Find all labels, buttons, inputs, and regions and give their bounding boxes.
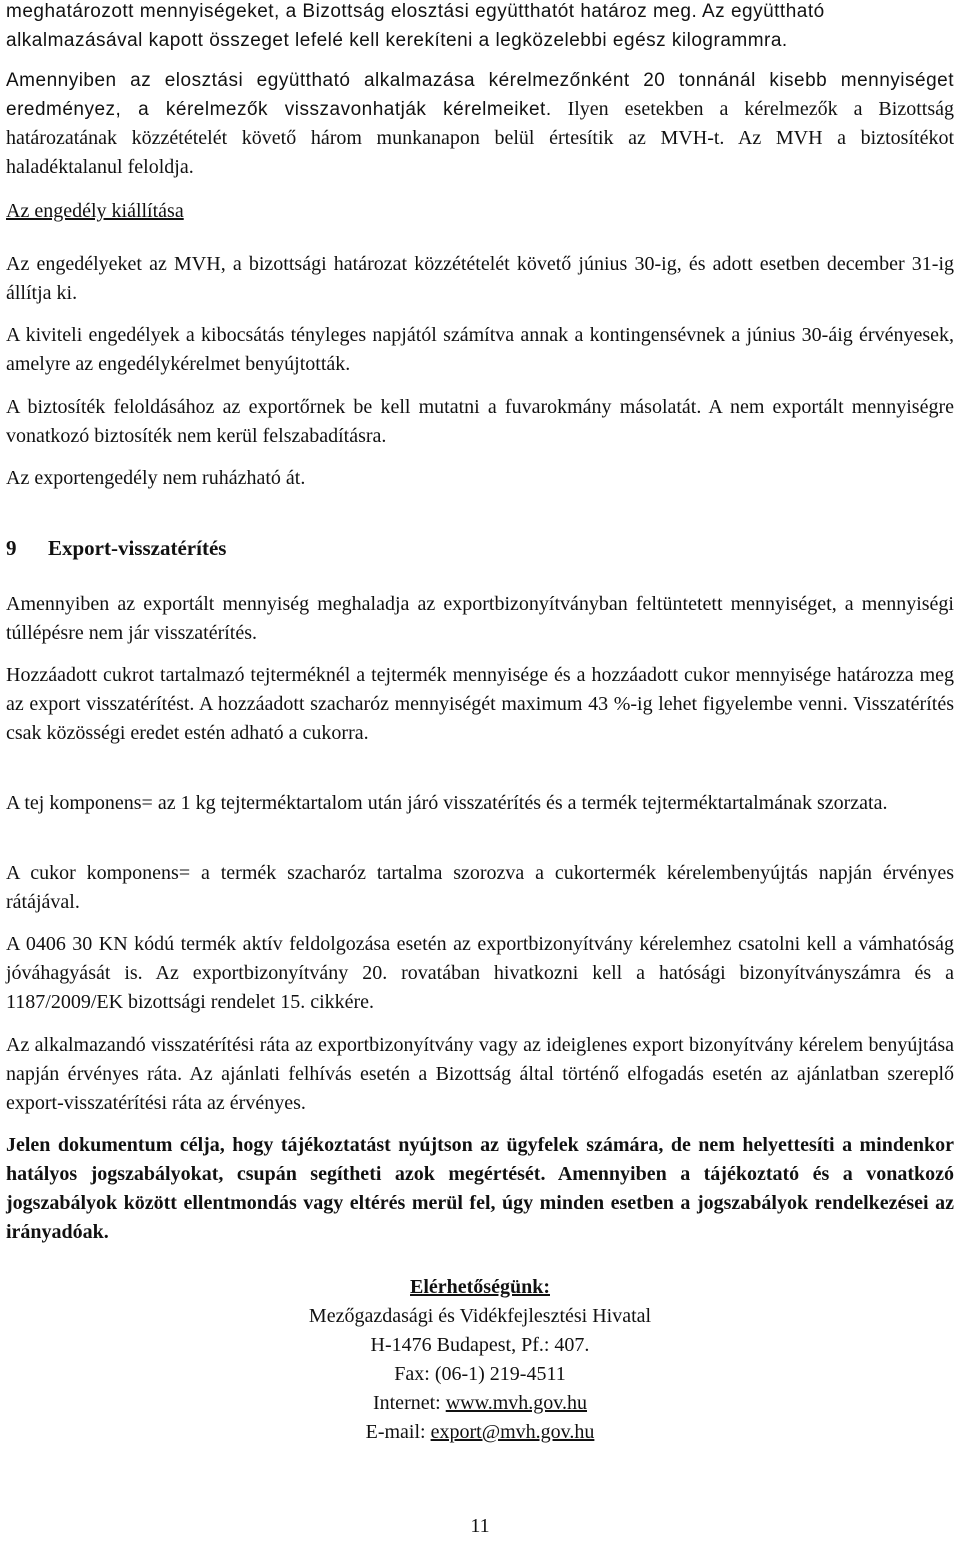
contact-address: H-1476 Budapest, Pf.: 407.: [370, 1334, 590, 1356]
section9-paragraph-1: Amennyiben az exportált mennyiség meghaladja az exportbizonyítványban feltüntetett mennyiséget, a mennyiségi túllépésre nem jár visszatérítés.: [6, 593, 954, 644]
disclaimer: Jelen dokumentum célja, hogy tájékoztatást nyújtson az ügyfelek számára, de nem helyettesíti a mindenkor hatályos jogszabályokat, csupán segítheti azok megértését. Amennyiben a tájékoztató és a vonatkozó jogszabályok között ellentmondás vagy eltérés merül fel, úgy minden esetben a jogszabályok rendelkezései az irányadóak.: [6, 1134, 954, 1243]
section9-paragraph-3: A tej komponens= az 1 kg tejterméktartalom után járó visszatérítés és a termék tejterméktartalmának szorzata.: [6, 792, 888, 814]
section9-paragraph-6: Az alkalmazandó visszatérítési ráta az exportbizonyítvány vagy az ideiglenes export bizonyítvány kérelem benyújtása napján érvényes ráta. Az ajánlati felhívás esetén a Bizottság által történő elfogadás esetén az ajánlatban szereplő export-visszatérítési ráta az érvényes.: [6, 1034, 954, 1114]
section-number: 9: [6, 536, 17, 560]
contact-email: [6, 1418, 954, 1447]
contact-fax: Fax: (06-1) 219-4511: [394, 1363, 566, 1385]
engedely-paragraph-3: A biztosíték feloldásához az exportőrnek be kell mutatni a fuvarokmány másolatát. A nem exportált mennyiségre vonatkozó biztosíték nem kerül felszabadításra.: [6, 396, 954, 447]
section9-paragraph-5: A 0406 30 KN kódú termék aktív feldolgozása esetén az exportbizonyítvány kérelemhez csatolni kell a vámhatóság jóváhagyását is. Az exportbizonyítvány 20. rovatában hivatkozni kell a hatósági bizonyítványszámra és a 1187/2009/EK bizottsági rendelet 15. cikkére.: [6, 933, 954, 1013]
intro-p2-serif: Ilyen esetekben a kérelmezők a Bizottság határozatának közzétételét követő három munkanapon belül értesítik az MVH-t. Az MVH a biztosítékot haladéktalanul feloldja.: [6, 98, 954, 178]
section-9-title: [6, 534, 954, 563]
engedely-paragraph-2: A kiviteli engedélyek a kibocsátás tényleges napjától számítva annak a kontingensévnek a június 30-áig érvényesek, amelyre az engedélykérelmet benyújtották.: [6, 324, 954, 375]
email-link[interactable]: export@mvh.gov.hu: [430, 1421, 595, 1443]
intro-line-2: alkalmazásával kapott összeget lefelé kell kerekíteni a legközelebbi egész kilogrammra.: [6, 30, 788, 51]
engedely-paragraph-4: Az exportengedély nem ruházható át.: [6, 467, 306, 489]
contact-block: [6, 1273, 954, 1447]
internet-link[interactable]: www.mvh.gov.hu: [445, 1392, 588, 1414]
section9-paragraph-2: Hozzáadott cukrot tartalmazó tejterméknél a tejtermék mennyisége és a hozzáadott cukor mennyisége határozza meg az export visszatérítést. A hozzáadott szacharóz mennyiségét maximum 43 %-ig lehet figyelembe venni. Visszatérítés csak közösségi eredet estén adható a cukorra.: [6, 664, 954, 744]
section-title-text: Export-visszatérítés: [48, 536, 227, 560]
contact-internet: [6, 1389, 954, 1418]
intro-paragraph-2: [6, 66, 954, 182]
intro-line-1: meghatározott mennyiségeket, a Bizottság elosztási együtthatót határoz meg. Az együttható: [6, 1, 825, 22]
email-label: E-mail:: [365, 1421, 431, 1443]
engedely-heading: Az engedély kiállítása: [6, 200, 184, 222]
intro-p2-sans: Amennyiben az elosztási együttható alkalmazása kérelmezőnként 20 tonnánál kisebb mennyiséget eredményez, a kérelmezők visszavonhatják kérelmeiket.: [6, 70, 954, 120]
page-number: 11: [470, 1515, 490, 1537]
intro-paragraph-1: [6, 0, 954, 55]
document-page: [6, 0, 954, 1537]
internet-label: Internet:: [372, 1392, 446, 1414]
section9-paragraph-4: A cukor komponens= a termék szacharóz tartalma szorozva a cukortermék kérelembenyújtás napján érvényes rátájával.: [6, 862, 954, 913]
engedely-paragraph-1: Az engedélyeket az MVH, a bizottsági határozat közzétételét követő június 30-ig, és adott esetben december 31-ig állítja ki.: [6, 253, 954, 304]
contact-org: Mezőgazdasági és Vidékfejlesztési Hivatal: [308, 1305, 652, 1327]
contact-heading: Elérhetőségünk:: [410, 1276, 550, 1298]
